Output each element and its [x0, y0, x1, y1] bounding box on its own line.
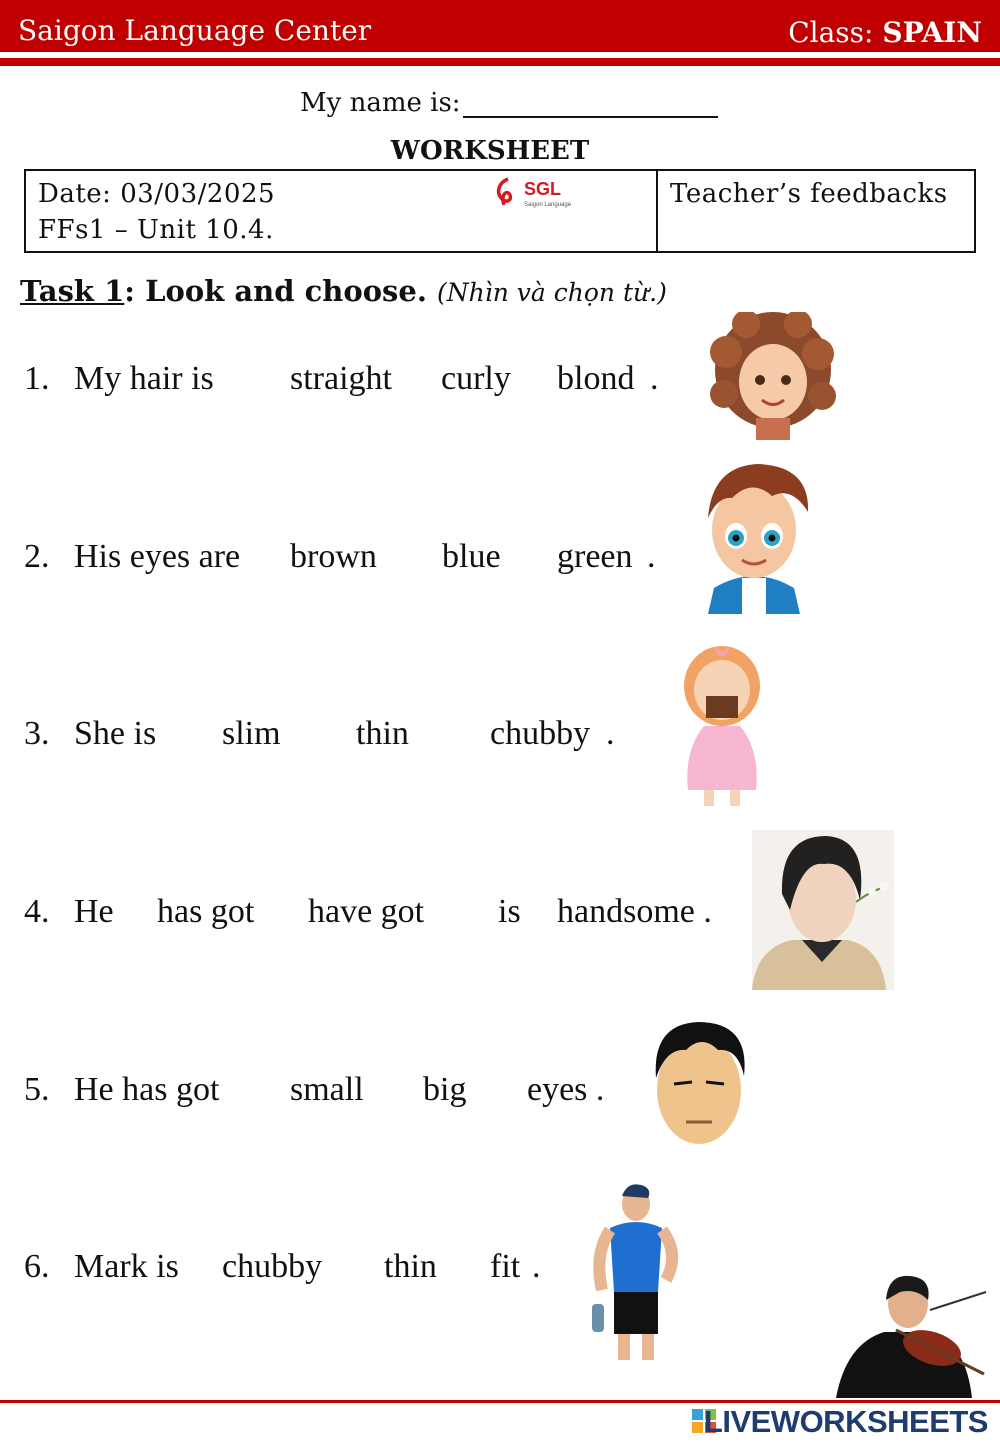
option-word[interactable]: has got: [157, 893, 255, 930]
question-stem: His eyes are: [74, 538, 241, 575]
info-divider: [656, 171, 658, 251]
violinist-image: [836, 1270, 992, 1398]
liveworksheets-brand: LIVEWORKSHEETS: [703, 1404, 988, 1439]
question-number: 3.: [24, 715, 50, 752]
question-stem: Mark is: [74, 1248, 179, 1285]
fit-man-image: [584, 1180, 688, 1366]
option-word[interactable]: big: [423, 1071, 467, 1108]
date-text: Date: 03/03/2025: [38, 179, 276, 209]
question-stem: He: [74, 893, 114, 930]
class-info: [788, 16, 982, 49]
curly-hair-girl-image: [706, 312, 840, 440]
option-word[interactable]: fit: [490, 1248, 521, 1285]
question-number: 1.: [24, 360, 50, 397]
name-input-blank[interactable]: [463, 92, 718, 118]
unit-text: FFs1 – Unit 10.4.: [38, 215, 274, 245]
task-heading: [20, 274, 667, 308]
logo-text: SGL: [524, 179, 562, 199]
task-number: Task 1: [20, 274, 125, 308]
center-name: Saigon Language Center: [18, 14, 372, 47]
feedback-label: Teacher’s feedbacks: [670, 179, 948, 209]
footer-rule: [0, 1400, 1000, 1403]
class-value: SPAIN: [882, 16, 982, 49]
question-stem: He has got: [74, 1071, 220, 1108]
option-word[interactable]: chubby: [222, 1248, 323, 1285]
worksheet-title: WORKSHEET: [390, 136, 590, 166]
handsome-man-image: [752, 830, 894, 990]
question-stem: She is: [74, 715, 157, 752]
question-end: .: [650, 360, 659, 397]
header-bar: [0, 0, 1000, 52]
option-word[interactable]: straight: [290, 360, 392, 397]
sgl-logo: [494, 175, 594, 211]
question-number: 2.: [24, 538, 50, 575]
info-box: [24, 169, 976, 253]
question-end: eyes .: [527, 1071, 605, 1108]
name-prompt: My name is:: [300, 88, 461, 118]
question-end: .: [647, 538, 656, 575]
option-word[interactable]: is: [498, 893, 521, 930]
option-word[interactable]: thin: [384, 1248, 437, 1285]
question-number: 6.: [24, 1248, 50, 1285]
small-eyes-man-image: [646, 1018, 752, 1148]
class-label: Class:: [788, 16, 874, 49]
option-word[interactable]: curly: [441, 360, 511, 397]
option-word[interactable]: small: [290, 1071, 364, 1108]
question-stem: My hair is: [74, 360, 214, 397]
option-word[interactable]: brown: [290, 538, 377, 575]
blue-eyed-boy-image: [688, 456, 820, 614]
question-number: 5.: [24, 1071, 50, 1108]
option-word[interactable]: have got: [308, 893, 425, 930]
question-end: .: [606, 715, 615, 752]
option-word[interactable]: green: [557, 538, 633, 575]
question-end: .: [532, 1248, 541, 1285]
option-word[interactable]: chubby: [490, 715, 591, 752]
question-end: handsome .: [557, 893, 712, 930]
logo-subtext: Saigon Language: [524, 202, 572, 208]
question-number: 4.: [24, 893, 50, 930]
chubby-girl-image: [674, 640, 770, 810]
option-word[interactable]: blue: [442, 538, 501, 575]
task-instruction: : Look and choose.: [124, 274, 427, 308]
name-line: [300, 88, 718, 118]
option-word[interactable]: slim: [222, 715, 281, 752]
option-word[interactable]: blond: [557, 360, 635, 397]
option-word[interactable]: thin: [356, 715, 409, 752]
task-instruction-vn: (Nhìn và chọn từ.): [437, 278, 667, 307]
header-rule: [0, 58, 1000, 66]
